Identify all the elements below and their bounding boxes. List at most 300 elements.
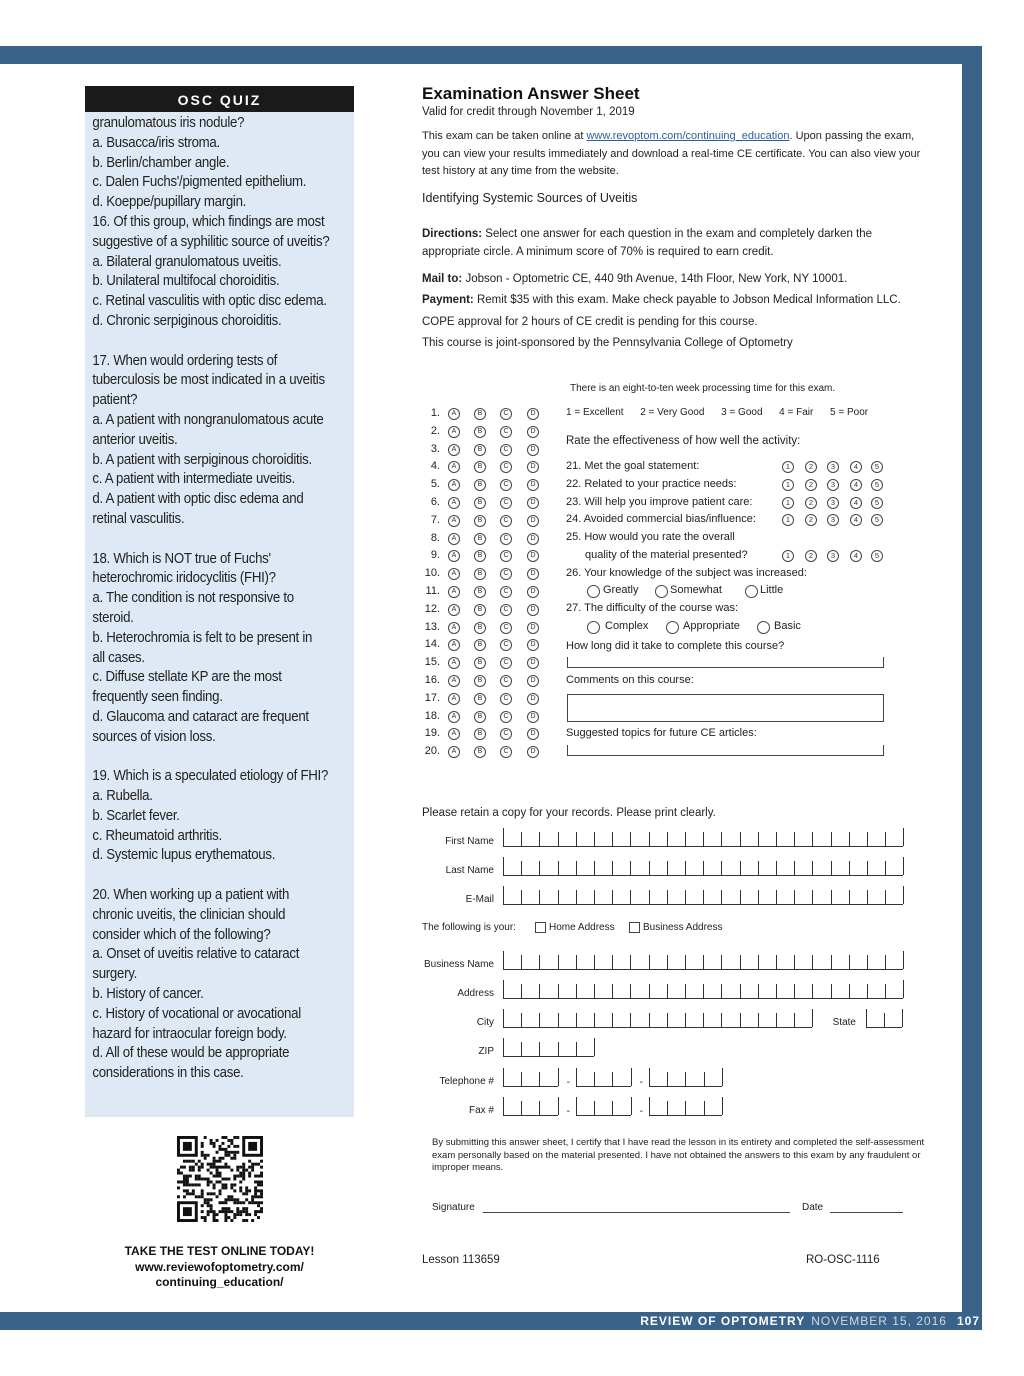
rating-bubble[interactable]: 2 xyxy=(805,461,817,473)
directions-text: Select one answer for each question in the exam and completely darken the xyxy=(482,228,873,240)
cell-divider xyxy=(558,955,559,969)
quiz-header: OSC QUIZ xyxy=(85,86,354,112)
answer-bubble[interactable]: B xyxy=(474,622,486,634)
cell-divider xyxy=(612,984,613,998)
fax-field[interactable] xyxy=(503,1097,558,1116)
cell-divider xyxy=(721,861,722,875)
top-color-band xyxy=(0,46,982,64)
answer-number: 6. xyxy=(430,496,440,508)
cell-divider xyxy=(521,1013,522,1027)
quiz-line: a. A patient with nongranulomatous acute xyxy=(92,411,324,428)
state-label: State xyxy=(832,1017,856,1028)
answer-bubble[interactable]: D xyxy=(527,657,539,669)
answer-number: 5. xyxy=(430,478,440,491)
online-link[interactable]: www.revoptom.com/continuing_education xyxy=(586,130,790,142)
cell-divider xyxy=(721,955,722,969)
answer-bubble[interactable]: D xyxy=(527,515,539,527)
cell-divider xyxy=(740,1013,741,1027)
cell-divider xyxy=(831,890,832,904)
cell-divider xyxy=(558,1068,559,1086)
telephone-mid-field[interactable] xyxy=(576,1068,631,1087)
cell-divider xyxy=(884,1013,885,1027)
form-code: RO-OSC-1116 xyxy=(806,1254,880,1266)
last-name-field[interactable] xyxy=(503,857,903,876)
cell-divider xyxy=(503,1038,504,1056)
quiz-line: a. Onset of uveitis relative to cataract xyxy=(92,946,300,963)
cell-divider xyxy=(831,861,832,875)
cell-divider xyxy=(612,861,613,875)
q26-greatly-label: Greatly xyxy=(603,584,639,596)
cell-divider xyxy=(521,1072,522,1086)
cell-divider xyxy=(685,1013,686,1027)
cell-divider xyxy=(521,832,522,846)
answer-number: 4. xyxy=(430,460,440,473)
answer-bubble[interactable]: B xyxy=(474,444,486,456)
cta-url-1[interactable]: www.reviewofoptometry.com/ xyxy=(135,1259,304,1274)
rating-bubble[interactable]: 5 xyxy=(871,479,883,491)
cell-divider xyxy=(740,890,741,904)
cell-divider xyxy=(685,890,686,904)
answer-bubble[interactable]: D xyxy=(527,728,539,740)
cell-divider xyxy=(521,984,522,998)
take-test-online xyxy=(85,1244,354,1291)
cell-divider xyxy=(849,890,850,904)
cell-divider xyxy=(703,861,704,875)
answer-bubble[interactable]: A xyxy=(448,746,460,758)
city-field[interactable] xyxy=(503,1009,812,1028)
business-name-label: Business Name xyxy=(423,959,494,970)
answer-bubble[interactable]: C xyxy=(500,586,512,598)
quiz-line: considerations in this case. xyxy=(92,1065,244,1082)
answer-bubble[interactable]: C xyxy=(500,693,512,705)
answer-bubble[interactable]: D xyxy=(527,479,539,491)
answer-bubble[interactable]: B xyxy=(474,746,486,758)
answer-bubble[interactable]: A xyxy=(448,711,460,723)
cell-divider xyxy=(503,857,504,875)
answer-bubble[interactable]: D xyxy=(527,408,539,420)
answer-bubble[interactable]: D xyxy=(527,622,539,634)
cell-divider xyxy=(703,890,704,904)
quiz-line: a. Busacca/iris stroma. xyxy=(92,134,220,151)
cell-divider xyxy=(558,832,559,846)
following-label: The following is your: xyxy=(422,922,516,933)
answer-bubble[interactable]: B xyxy=(474,711,486,723)
cell-divider xyxy=(703,1013,704,1027)
topics-field[interactable] xyxy=(567,745,884,756)
cell-divider xyxy=(740,984,741,998)
answer-bubble[interactable]: A xyxy=(448,693,460,705)
zip-field[interactable] xyxy=(503,1038,594,1057)
cell-divider xyxy=(558,1042,559,1056)
cell-divider xyxy=(831,955,832,969)
answer-bubble[interactable]: A xyxy=(448,675,460,687)
cell-divider xyxy=(667,1072,668,1086)
quiz-line xyxy=(92,866,344,886)
rating-bubble[interactable]: 2 xyxy=(805,497,817,509)
quiz-line: granulomatous iris nodule? xyxy=(92,115,245,131)
q26-greatly-radio[interactable] xyxy=(587,585,600,598)
home-address-checkbox[interactable] xyxy=(535,922,546,933)
cell-divider xyxy=(776,832,777,846)
answer-bubble[interactable]: D xyxy=(527,426,539,438)
lesson-number: Lesson 113659 xyxy=(422,1254,500,1266)
cell-divider xyxy=(685,1072,686,1086)
answer-bubble[interactable]: D xyxy=(527,711,539,723)
page-number: 107 xyxy=(956,1314,980,1328)
cell-divider xyxy=(776,955,777,969)
answer-bubble[interactable]: B xyxy=(474,568,486,580)
rating-bubble[interactable]: 1 xyxy=(782,514,794,526)
rating-bubble[interactable]: 3 xyxy=(827,461,839,473)
quiz-line: c. Diffuse stellate KP are the most xyxy=(92,669,282,686)
quiz-line: 18. Which is NOT true of Fuchs' xyxy=(92,550,271,567)
answer-bubble[interactable]: C xyxy=(500,657,512,669)
cell-divider xyxy=(740,955,741,969)
cell-divider xyxy=(812,984,813,998)
certification-statement: By submitting this answer sheet, I certify that I have read the lesson in its entirety and completed the self-assessment exam personally based on the material presented. I have not obtained the answers to this exam by any fraudulent or improper means. xyxy=(432,1137,925,1173)
cell-divider xyxy=(503,1009,504,1027)
mail-label: Mail to: xyxy=(422,273,463,285)
answer-bubble[interactable]: D xyxy=(527,444,539,456)
answer-bubble[interactable]: B xyxy=(474,550,486,562)
answer-number: 1. xyxy=(430,407,440,419)
online-post: . Upon passing the exam, xyxy=(789,130,915,142)
answer-bubble[interactable]: A xyxy=(448,622,460,634)
answer-bubble[interactable]: A xyxy=(448,586,460,598)
signature-label: Signature xyxy=(432,1202,475,1213)
answer-bubble[interactable]: C xyxy=(500,515,512,527)
cell-divider xyxy=(539,955,540,969)
answer-bubble[interactable]: A xyxy=(448,515,460,527)
cell-divider xyxy=(630,955,631,969)
rating-bubble[interactable]: 4 xyxy=(850,497,862,509)
quiz-line: 16. Of this group, which findings are most xyxy=(92,213,325,230)
answer-bubble[interactable]: A xyxy=(448,568,460,580)
cell-divider xyxy=(558,1013,559,1027)
answer-bubble[interactable]: D xyxy=(527,497,539,509)
cell-divider xyxy=(649,1068,650,1086)
quiz-line: b. Berlin/chamber angle. xyxy=(92,154,230,171)
cell-divider xyxy=(503,828,504,846)
cell-divider xyxy=(812,1009,813,1027)
q27-basic-label: Basic xyxy=(774,620,801,632)
cell-divider xyxy=(885,832,886,846)
business-name-field[interactable] xyxy=(503,951,903,970)
rating-bubble[interactable]: 1 xyxy=(782,479,794,491)
answer-bubble[interactable]: D xyxy=(527,550,539,562)
quiz-line: d. Koeppe/pupillary margin. xyxy=(92,194,247,211)
answer-bubble[interactable]: D xyxy=(527,586,539,598)
fax-end-field[interactable] xyxy=(649,1097,722,1116)
rating-bubble[interactable]: 5 xyxy=(871,550,883,562)
answer-bubble[interactable]: B xyxy=(474,515,486,527)
answer-bubble[interactable]: A xyxy=(448,533,460,545)
cell-divider xyxy=(649,984,650,998)
answer-bubble[interactable]: A xyxy=(448,426,460,438)
answer-bubble[interactable]: A xyxy=(448,479,460,491)
quiz-line xyxy=(92,530,344,550)
cell-divider xyxy=(649,832,650,846)
cell-divider xyxy=(831,832,832,846)
rating-bubble[interactable]: 4 xyxy=(850,550,862,562)
answer-bubble[interactable]: D xyxy=(527,604,539,616)
rating-bubble[interactable]: 5 xyxy=(871,497,883,509)
q23-label: 23. Will help you improve patient care: xyxy=(566,496,753,508)
answer-bubble[interactable]: D xyxy=(527,568,539,580)
cell-divider xyxy=(594,1013,595,1027)
cell-divider xyxy=(776,861,777,875)
cell-divider xyxy=(649,861,650,875)
answer-bubble[interactable]: C xyxy=(500,622,512,634)
answer-bubble[interactable]: B xyxy=(474,586,486,598)
cell-divider xyxy=(794,832,795,846)
date-line[interactable] xyxy=(830,1201,903,1213)
date-label: Date xyxy=(802,1202,824,1213)
quiz-line: heterochromic iridocyclitis (FHI)? xyxy=(92,570,276,587)
answer-bubble[interactable]: A xyxy=(448,550,460,562)
answer-bubble[interactable]: C xyxy=(500,604,512,616)
answer-bubble[interactable]: D xyxy=(527,461,539,473)
cell-divider xyxy=(576,1097,577,1115)
dash: - xyxy=(566,1106,570,1117)
cell-divider xyxy=(794,955,795,969)
quiz-line: d. Systemic lupus erythematous. xyxy=(92,847,276,864)
rating-bubble[interactable]: 5 xyxy=(871,514,883,526)
cell-divider xyxy=(667,1013,668,1027)
answer-bubble[interactable]: C xyxy=(500,461,512,473)
cell-divider xyxy=(831,984,832,998)
q26-little-radio[interactable] xyxy=(745,585,758,598)
payment-label: Payment: xyxy=(422,294,474,306)
answer-bubble[interactable]: A xyxy=(448,408,460,420)
telephone-field[interactable] xyxy=(503,1068,558,1087)
cell-divider xyxy=(576,1013,577,1027)
answer-number: 16. xyxy=(424,674,440,686)
answer-bubble[interactable]: C xyxy=(500,711,512,723)
cell-divider xyxy=(849,861,850,875)
rating-bubble[interactable]: 1 xyxy=(782,461,794,473)
answer-bubble[interactable]: C xyxy=(500,728,512,740)
zip-label: ZIP xyxy=(478,1046,494,1057)
cell-divider xyxy=(704,1072,705,1086)
address-label: Address xyxy=(457,988,494,999)
quiz-line: b. Unilateral multifocal choroiditis. xyxy=(92,273,280,290)
cell-divider xyxy=(667,1101,668,1115)
q26-somewhat-radio[interactable] xyxy=(655,585,668,598)
business-address-checkbox[interactable] xyxy=(629,922,640,933)
rating-scale: 1 = Excellent 2 = Very Good 3 = Good 4 = Fair 5 = Poor xyxy=(566,407,869,418)
answer-bubble[interactable]: A xyxy=(448,728,460,740)
fax-mid-field[interactable] xyxy=(576,1097,631,1116)
right-color-band xyxy=(962,46,982,1330)
cell-divider xyxy=(867,832,868,846)
answer-bubble[interactable]: A xyxy=(448,444,460,456)
answer-bubble[interactable]: C xyxy=(500,479,512,491)
how-long-field[interactable] xyxy=(567,657,884,668)
answer-bubble[interactable]: B xyxy=(474,533,486,545)
cell-divider xyxy=(685,861,686,875)
address-field[interactable] xyxy=(503,980,903,999)
telephone-label: Telephone # xyxy=(439,1076,494,1087)
cell-divider xyxy=(703,955,704,969)
quiz-line: c. Rheumatoid arthritis. xyxy=(92,827,222,844)
q27-complex-radio[interactable] xyxy=(587,621,600,634)
answer-bubble[interactable]: B xyxy=(474,675,486,687)
cell-divider xyxy=(721,1013,722,1027)
answer-bubble[interactable]: C xyxy=(500,444,512,456)
first-name-field[interactable] xyxy=(503,828,903,847)
q26-somewhat-label: Somewhat xyxy=(670,584,722,596)
quiz-line: 17. When would ordering tests of xyxy=(92,352,278,369)
answer-bubble[interactable]: C xyxy=(500,497,512,509)
cell-divider xyxy=(649,955,650,969)
cell-divider xyxy=(740,832,741,846)
answer-bubble[interactable]: A xyxy=(448,604,460,616)
cell-divider xyxy=(576,861,577,875)
cell-divider xyxy=(594,890,595,904)
answer-bubble[interactable]: B xyxy=(474,728,486,740)
cell-divider xyxy=(594,1038,595,1056)
rating-bubble[interactable]: 5 xyxy=(871,461,883,473)
telephone-end-field[interactable] xyxy=(649,1068,722,1087)
answer-bubble[interactable]: C xyxy=(500,426,512,438)
quiz-line: 19. Which is a speculated etiology of FHI? xyxy=(92,768,329,785)
cell-divider xyxy=(703,832,704,846)
cell-divider xyxy=(812,832,813,846)
answer-bubble[interactable]: B xyxy=(474,497,486,509)
answer-bubble[interactable]: C xyxy=(500,675,512,687)
course-title: Identifying Systemic Sources of Uveitis xyxy=(422,191,638,205)
answer-bubble[interactable]: A xyxy=(448,461,460,473)
cell-divider xyxy=(576,1068,577,1086)
answer-bubble[interactable]: D xyxy=(527,746,539,758)
answer-bubble[interactable]: B xyxy=(474,479,486,491)
quiz-line: 20. When working up a patient with xyxy=(92,887,290,904)
cell-divider xyxy=(612,832,613,846)
quiz-line: a. The condition is not responsive to xyxy=(92,590,294,607)
qr-code-icon[interactable] xyxy=(177,1136,263,1222)
answer-bubble[interactable]: C xyxy=(500,550,512,562)
q27-appropriate-label: Appropriate xyxy=(683,620,740,632)
cell-divider xyxy=(776,1013,777,1027)
state-field[interactable] xyxy=(866,1009,902,1028)
signature-line[interactable] xyxy=(483,1201,790,1213)
cell-divider xyxy=(576,832,577,846)
rating-bubble[interactable]: 3 xyxy=(827,497,839,509)
cell-divider xyxy=(631,1097,632,1115)
cell-divider xyxy=(576,1042,577,1056)
rate-intro: Rate the effectiveness of how well the activity: xyxy=(566,435,801,447)
answer-bubble[interactable]: A xyxy=(448,497,460,509)
quiz-line: tuberculosis be most indicated in a uveitis xyxy=(92,372,325,389)
answer-number: 18. xyxy=(424,709,440,722)
email-field[interactable] xyxy=(503,886,903,905)
answer-number: 20. xyxy=(424,745,440,758)
answer-bubble[interactable]: B xyxy=(474,426,486,438)
answer-bubble[interactable]: A xyxy=(448,657,460,669)
cell-divider xyxy=(685,955,686,969)
answer-bubble[interactable]: C xyxy=(500,639,512,651)
cell-divider xyxy=(722,1097,723,1115)
answer-number: 17. xyxy=(424,691,440,704)
cell-divider xyxy=(885,984,886,998)
q27-appropriate-radio[interactable] xyxy=(666,621,679,634)
answer-bubble[interactable]: B xyxy=(474,461,486,473)
cell-divider xyxy=(685,1101,686,1115)
quiz-line: a. Bilateral granulomatous uveitis. xyxy=(92,253,282,270)
q27-basic-radio[interactable] xyxy=(757,621,770,634)
cell-divider xyxy=(503,1068,504,1086)
quiz-column xyxy=(85,86,354,1117)
q27-label: 27. The difficulty of the course was: xyxy=(566,602,739,614)
cell-divider xyxy=(794,1013,795,1027)
cell-divider xyxy=(794,861,795,875)
rating-bubble[interactable]: 4 xyxy=(850,479,862,491)
rating-bubble[interactable]: 4 xyxy=(850,514,862,526)
answer-bubble[interactable]: A xyxy=(448,639,460,651)
fax-label: Fax # xyxy=(468,1105,494,1116)
quiz-line: a. Rubella. xyxy=(92,788,153,805)
cell-divider xyxy=(758,832,759,846)
quiz-line: consider which of the following? xyxy=(92,926,271,943)
rating-bubble[interactable]: 4 xyxy=(850,461,862,473)
email-label: E-Mail xyxy=(465,894,494,905)
answer-bubble[interactable]: B xyxy=(474,657,486,669)
cell-divider xyxy=(558,861,559,875)
sheet-title: Examination Answer Sheet xyxy=(422,84,640,103)
answer-bubble[interactable]: D xyxy=(527,533,539,545)
quiz-line: b. Heterochromia is felt to be present in xyxy=(92,629,313,646)
cta-url-2[interactable]: continuing_education/ xyxy=(155,1275,284,1289)
answer-bubble[interactable]: B xyxy=(474,693,486,705)
q26-little-label: Little xyxy=(760,584,784,596)
cell-divider xyxy=(812,861,813,875)
cell-divider xyxy=(558,1097,559,1115)
answer-bubble[interactable]: C xyxy=(500,568,512,580)
quiz-line: d. Chronic serpiginous choroiditis. xyxy=(92,312,282,329)
valid-through: Valid for credit through November 1, 2019 xyxy=(422,106,635,118)
answer-number: 14. xyxy=(424,638,440,651)
quiz-line xyxy=(92,332,344,352)
payment xyxy=(422,294,901,306)
cell-divider xyxy=(539,890,540,904)
answer-bubble[interactable]: C xyxy=(500,746,512,758)
rating-bubble[interactable]: 3 xyxy=(827,479,839,491)
comments-field[interactable] xyxy=(567,694,884,722)
answer-bubble[interactable]: B xyxy=(474,408,486,420)
rating-bubble[interactable]: 1 xyxy=(782,550,794,562)
rating-bubble[interactable]: 2 xyxy=(805,514,817,526)
answer-bubble[interactable]: D xyxy=(527,639,539,651)
answer-bubble[interactable]: D xyxy=(527,675,539,687)
cell-divider xyxy=(758,861,759,875)
rating-bubble[interactable]: 2 xyxy=(805,479,817,491)
answer-bubble[interactable]: B xyxy=(474,604,486,616)
answer-bubble[interactable]: D xyxy=(527,693,539,705)
answer-number: 11. xyxy=(425,585,440,597)
retain-copy: Please retain a copy for your records. Please print clearly. xyxy=(422,807,716,819)
rating-bubble[interactable]: 1 xyxy=(782,497,794,509)
quiz-line: hazard for intraocular foreign body. xyxy=(92,1025,287,1042)
rating-bubble[interactable]: 3 xyxy=(827,550,839,562)
topics-label: Suggested topics for future CE articles: xyxy=(566,727,757,739)
rating-bubble[interactable]: 2 xyxy=(805,550,817,562)
rating-bubble[interactable]: 3 xyxy=(827,514,839,526)
quiz-line: all cases. xyxy=(92,649,145,666)
answer-bubble[interactable]: C xyxy=(500,408,512,420)
answer-bubble[interactable]: C xyxy=(500,533,512,545)
answer-bubble[interactable]: B xyxy=(474,639,486,651)
